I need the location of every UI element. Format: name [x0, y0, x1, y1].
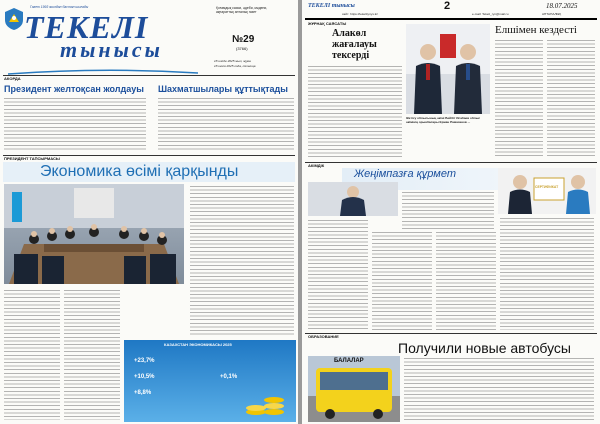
logo-title: ТЕКЕЛІ — [24, 9, 149, 45]
page-right — [302, 0, 600, 424]
infographic-value: +0,1% — [220, 374, 238, 380]
tagline: Газет 1993 жылдан бастап шығады — [30, 5, 89, 9]
section-akorda: АКОРДА — [4, 76, 21, 81]
section-obrazovanie: ОБРАЗОВАНИЕ — [308, 334, 339, 339]
article-text-block — [158, 98, 294, 150]
divider — [305, 18, 597, 20]
headline-chess: Шахматшылары құттықтады — [158, 84, 288, 94]
email-link[interactable]: e-mail: Tekeli_ryn@mail.ru — [472, 12, 509, 16]
article-text-block — [308, 66, 402, 158]
date-kz: 18 шілде 2025 жыл, жұма — [214, 59, 251, 63]
article-text-block — [402, 192, 494, 230]
article-text-column — [64, 290, 120, 420]
logo-swoosh — [8, 62, 198, 68]
photo-caption: Жетісу облысының әкімі Бейбіт Исабаев облыс әкімінің орынбасары Ержан Рамазанов ... — [406, 116, 481, 124]
issue-number: №29 — [232, 34, 255, 45]
infographic-value: +10,5% — [134, 374, 155, 380]
officials-photo — [406, 24, 490, 114]
winner-photo — [308, 182, 398, 216]
headline-elshimen: Елшімен кездесті — [495, 24, 577, 36]
main-headline: Экономика өсімі қарқынды — [40, 163, 239, 180]
article-text-column — [500, 218, 594, 330]
article-text-column — [372, 232, 432, 330]
header-section: АПТАНАЛЫҚ — [542, 12, 562, 16]
coins-icon — [244, 388, 288, 418]
article-text-column — [495, 40, 543, 158]
headline-zhenis: Жеңімпазға құрмет — [354, 168, 457, 180]
page-number: 2 — [444, 0, 451, 12]
certificate-label: СЕРТИФИКАТ — [535, 185, 559, 189]
section-akimat: АКІМДІК — [308, 163, 325, 168]
section-president-task: ПРЕЗИДЕНТ ТАПСЫРМАСЫ — [4, 156, 60, 161]
page-header-logo: ТЕКЕЛІ тынысы — [308, 3, 355, 9]
infographic-title: КАЗАХСТАН ЭКОНОМИКАСЫ 2025 — [164, 342, 232, 347]
headline-alakol: Алакөл жағалауы тексерді — [332, 28, 377, 61]
article-text-block — [4, 98, 146, 150]
economy-infographic — [124, 340, 296, 422]
top-meta: Қоғамдық саяси, әдеби, мәдени, ақпараттық апталық газет — [216, 6, 268, 15]
issue-total: (3766) — [236, 46, 248, 51]
page-date: 18.07.2025 — [546, 2, 578, 10]
bus-sign: БАЛАЛАР — [334, 358, 364, 364]
page-left — [0, 0, 298, 424]
article-text-column — [4, 290, 60, 420]
masthead — [0, 0, 298, 72]
infographic-value: +23,7% — [134, 358, 155, 364]
infographic-value: +8,8% — [134, 390, 152, 396]
article-text-column — [190, 186, 294, 336]
bus-photo — [308, 356, 400, 422]
divider — [3, 75, 295, 76]
section-zhurnak: ЖҰРНАҚ САЯСАТЫ — [308, 21, 347, 26]
date-ru: 18 июля 2025 года, пятница — [214, 64, 256, 68]
headline-president: Президент желтоқсан жолдауы — [4, 84, 144, 94]
headline-buses: Получили новые автобусы — [398, 340, 571, 356]
article-text-block — [404, 358, 594, 420]
article-text-column — [436, 232, 496, 330]
logo-subtitle: тынысы — [60, 37, 163, 62]
divider — [305, 162, 597, 163]
divider — [305, 333, 597, 334]
site-link[interactable]: сайт: https://tekelitynys.kz — [342, 12, 378, 16]
government-meeting-photo — [4, 184, 184, 284]
award-photo — [498, 168, 596, 214]
article-text-column — [547, 40, 595, 158]
article-text-column — [308, 220, 368, 330]
emblem-icon — [5, 8, 23, 30]
